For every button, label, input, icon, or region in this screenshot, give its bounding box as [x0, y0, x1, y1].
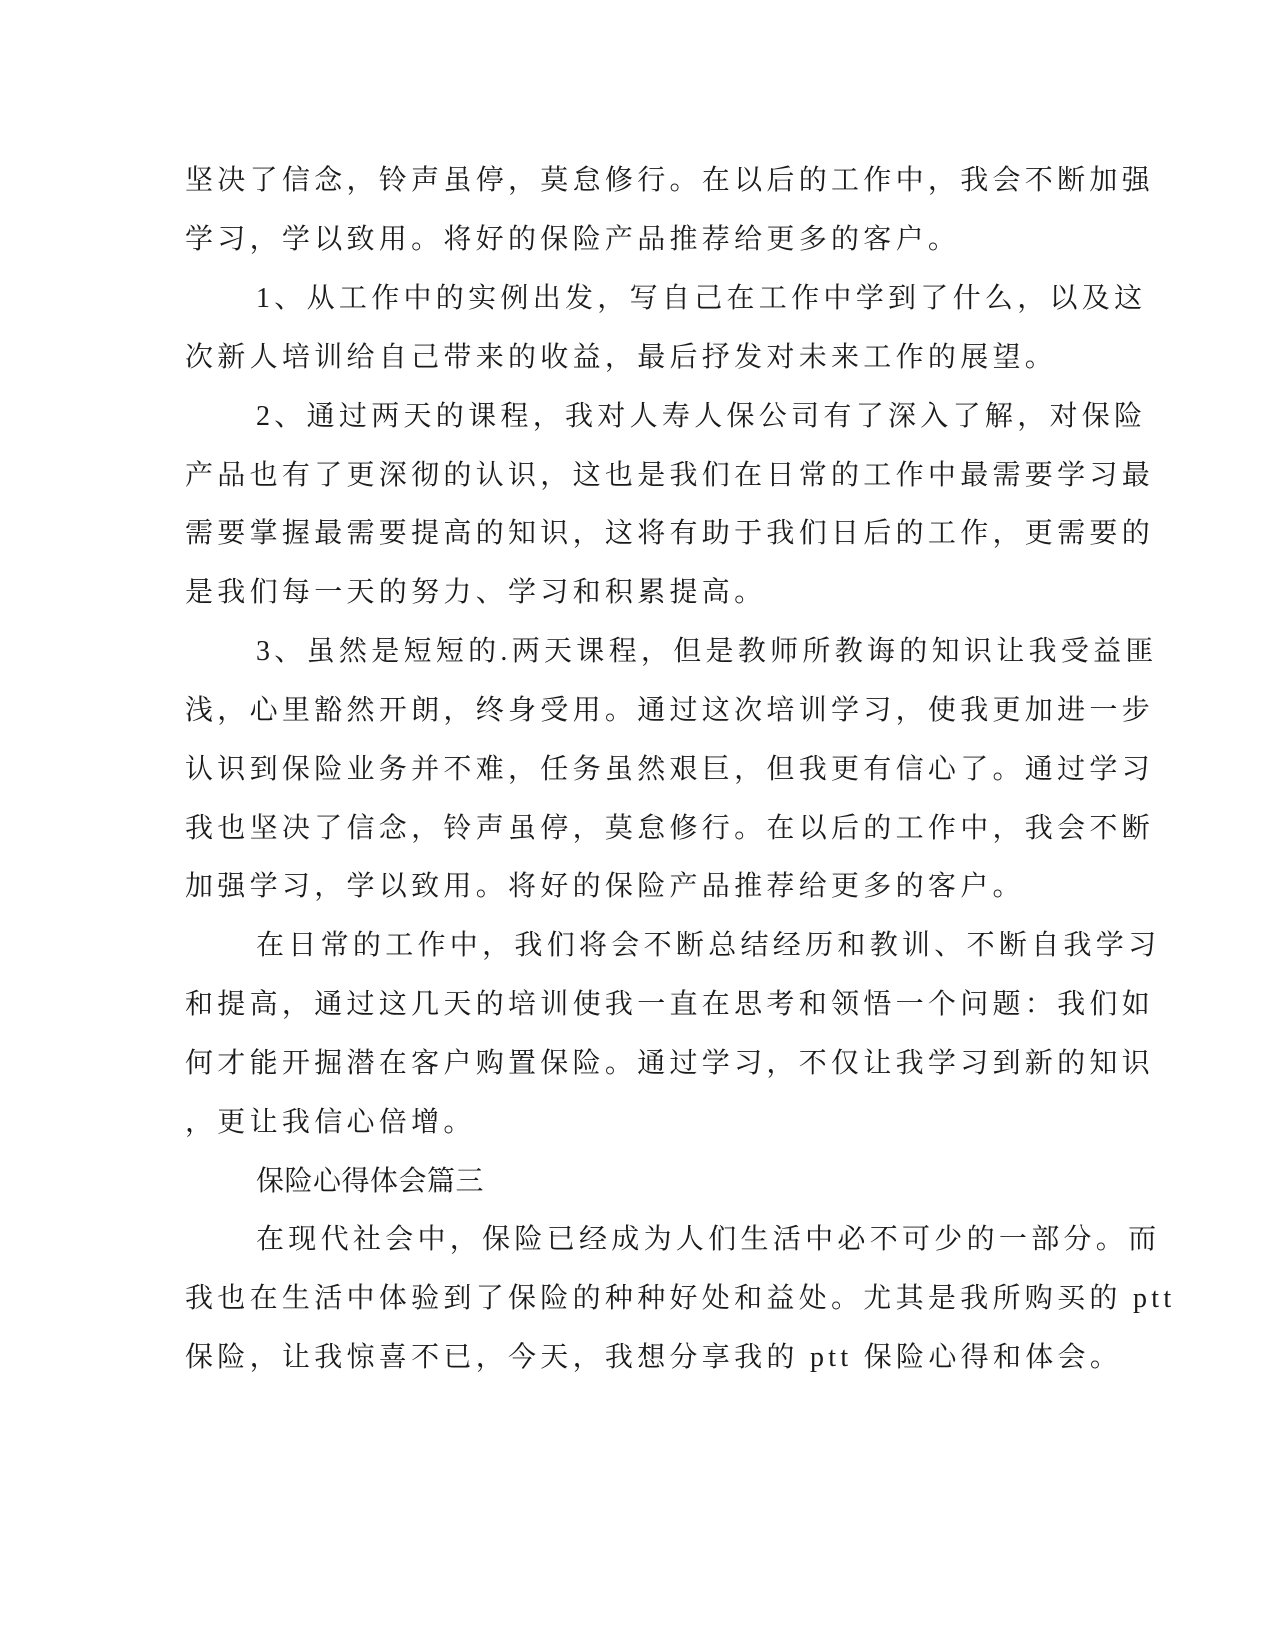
paragraph-first-line: 在现代社会中，保险已经成为人们生活中必不可少的一部分。而 [256, 1224, 1161, 1255]
text-line: 保险，让我惊喜不已，今天，我想分享我的 ptt 保险心得和体会。 [185, 1342, 1123, 1373]
text-line: 是我们每一天的努力、学习和积累提高。 [185, 577, 767, 608]
text-line: 何才能开掘潜在客户购置保险。通过学习，不仅让我学习到新的知识 [185, 1048, 1155, 1079]
section-heading: 保险心得体会篇三 [256, 1166, 485, 1197]
text-line: 加强学习，学以致用。将好的保险产品推荐给更多的客户。 [185, 871, 1025, 902]
text-line: ，更让我信心倍增。 [185, 1107, 476, 1138]
text-line: 产品也有了更深彻的认识，这也是我们在日常的工作中最需要学习最 [185, 460, 1155, 491]
paragraph-first-line: 1、从工作中的实例出发，写自己在工作中学到了什么，以及这 [256, 283, 1147, 314]
paragraph-first-line: 在日常的工作中，我们将会不断总结经历和教训、不断自我学习 [256, 930, 1161, 961]
text-line: 我也在生活中体验到了保险的种种好处和益处。尤其是我所购买的 ptt [185, 1283, 1176, 1314]
text-line: 和提高，通过这几天的培训使我一直在思考和领悟一个问题：我们如 [185, 989, 1155, 1020]
text-line: 认识到保险业务并不难，任务虽然艰巨，但我更有信心了。通过学习 [185, 754, 1155, 785]
text-line: 需要掌握最需要提高的知识，这将有助于我们日后的工作，更需要的 [185, 518, 1155, 549]
text-line: 我也坚决了信念，铃声虽停，莫怠修行。在以后的工作中，我会不断 [185, 813, 1155, 844]
text-line: 学习，学以致用。将好的保险产品推荐给更多的客户。 [185, 224, 961, 255]
paragraph-first-line: 3、虽然是短短的.两天课程，但是教师所教诲的知识让我受益匪 [256, 636, 1158, 667]
text-line: 次新人培训给自己带来的收益，最后抒发对未来工作的展望。 [185, 342, 1058, 373]
text-line: 坚决了信念，铃声虽停，莫怠修行。在以后的工作中，我会不断加强 [185, 165, 1155, 196]
text-line: 浅，心里豁然开朗，终身受用。通过这次培训学习，使我更加进一步 [185, 695, 1155, 726]
paragraph-first-line: 2、通过两天的课程，我对人寿人保公司有了深入了解，对保险 [256, 401, 1147, 432]
